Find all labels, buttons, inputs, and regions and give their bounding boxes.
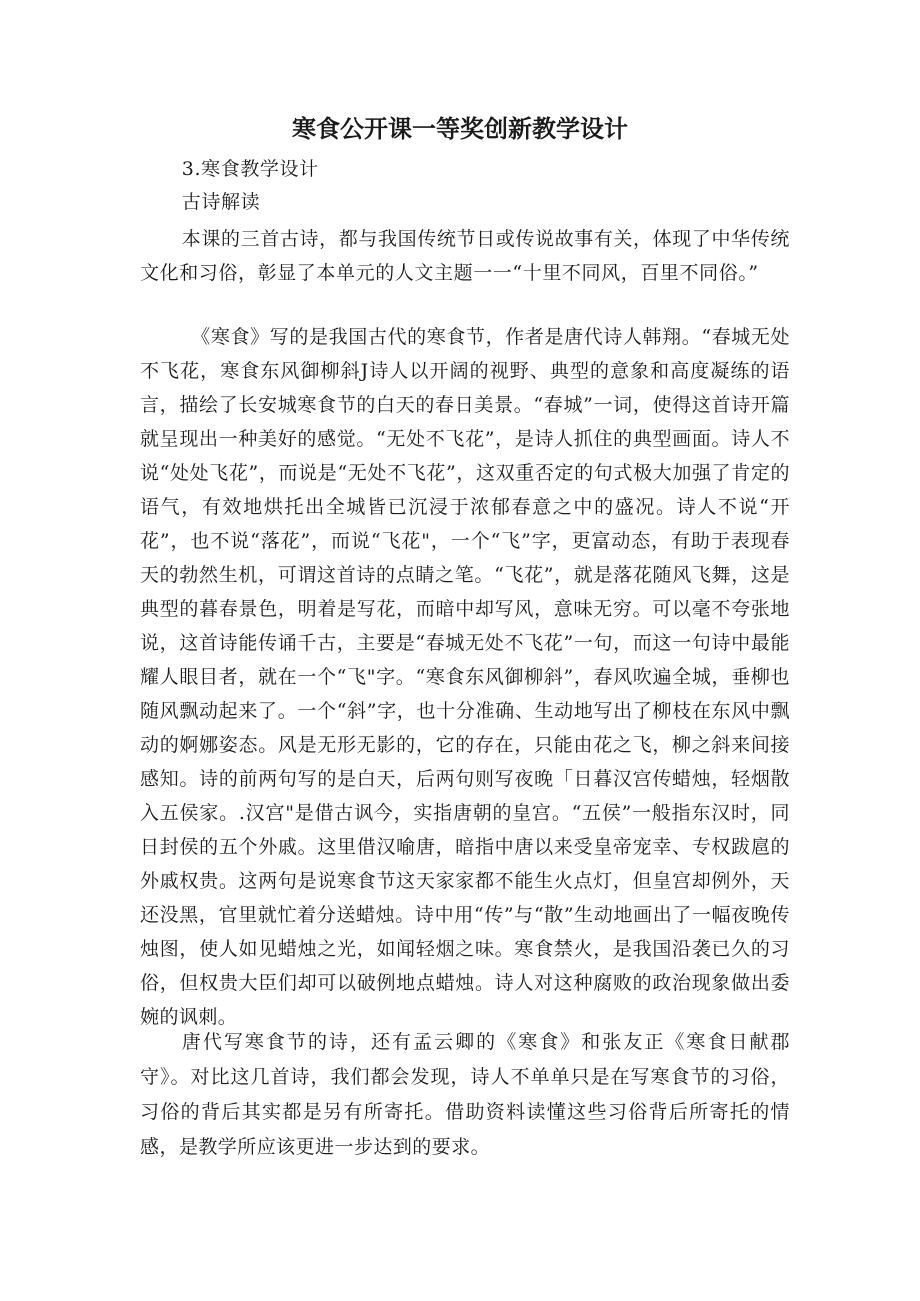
paragraph-intro: 本课的三首古诗，都与我国传统节日或传说故事有关，体现了中华传统文化和习俗，彰显了本单元的人文主题一一“十里不同风，百里不同俗。” <box>140 228 790 284</box>
paragraph-comparison: 唐代写寒食节的诗，还有孟云卿的《寒食》和张友正《寒食日献郡守》。对比这几首诗，我们都会发现，诗人不单单只是在写寒食节的习俗，习俗的背后其实都是另有所寄托。借助资料读懂这些习俗背后所寄托的情感，是教学所应该更进一步达到的要求。 <box>140 1031 790 1158</box>
document-title: 寒食公开课一等奖创新教学设计 <box>292 115 628 143</box>
paragraph-poem-analysis: 《寒食》写的是我国古代的寒食节，作者是唐代诗人韩翔。“春城无处不飞花，寒食东风御柳斜J诗人以开阔的视野、典型的意象和高度凝练的语言，描绘了长安城寒食节的白天的春日美景。“春城”一词，使得这首诗开篇就呈现出一种美好的感觉。“无处不飞花”，是诗人抓住的典型画面。诗人不说“处处飞花”，而说是“无处不飞花”，这双重否定的句式极大加强了肯定的语气，有效地烘托出全城皆已沉浸于浓郁春意之中的盛况。诗人不说“开花”，也不说“落花”，而说“飞花"，一个“飞”字，更富动态，有助于表现春天的勃然生机，可谓这首诗的点睛之笔。“飞花”，就是落花随风飞舞，这是典型的暮春景色，明着是写花，而暗中却写风，意味无穷。可以毫不夸张地说，这首诗能传诵千古，主要是“春城无处不飞花”一句，而这一句诗中最能耀人眼目者，就在一个“飞"字。“寒食东风御柳斜”，春风吹遍全城，垂柳也随风飘动起来了。一个“斜”字，也十分准确、生动地写出了柳枝在东风中飘动的婀娜姿态。风是无形无影的，它的存在，只能由花之飞，柳之斜来间接感知。诗的前两句写的是白天，后两句则写夜晚「日暮汉宫传蜡烛，轻烟散入五侯家。.汉宫"是借古讽今，实指唐朝的皇宫。“五侯”一般指东汉时，同日封侯的五个外戚。这里借汉喻唐，暗指中唐以来受皇帝宠幸、专权跋扈的外戚权贵。这两句是说寒食节这天家家都不能生火点灯，但皇宫却例外，天还没黑，官里就忙着分送蜡烛。诗中用“传”与“散”生动地画出了一幅夜晚传烛图，使人如见蜡烛之光，如闻轻烟之味。寒食禁火，是我国沿袭已久的习俗，但权贵大臣们却可以破例地点蜡烛。诗人对这种腐败的政治现象做出委婉的讽刺。 <box>140 326 790 1028</box>
section-heading: 3.寒食教学设计 <box>181 158 319 180</box>
sub-heading: 古诗解读 <box>181 191 261 213</box>
